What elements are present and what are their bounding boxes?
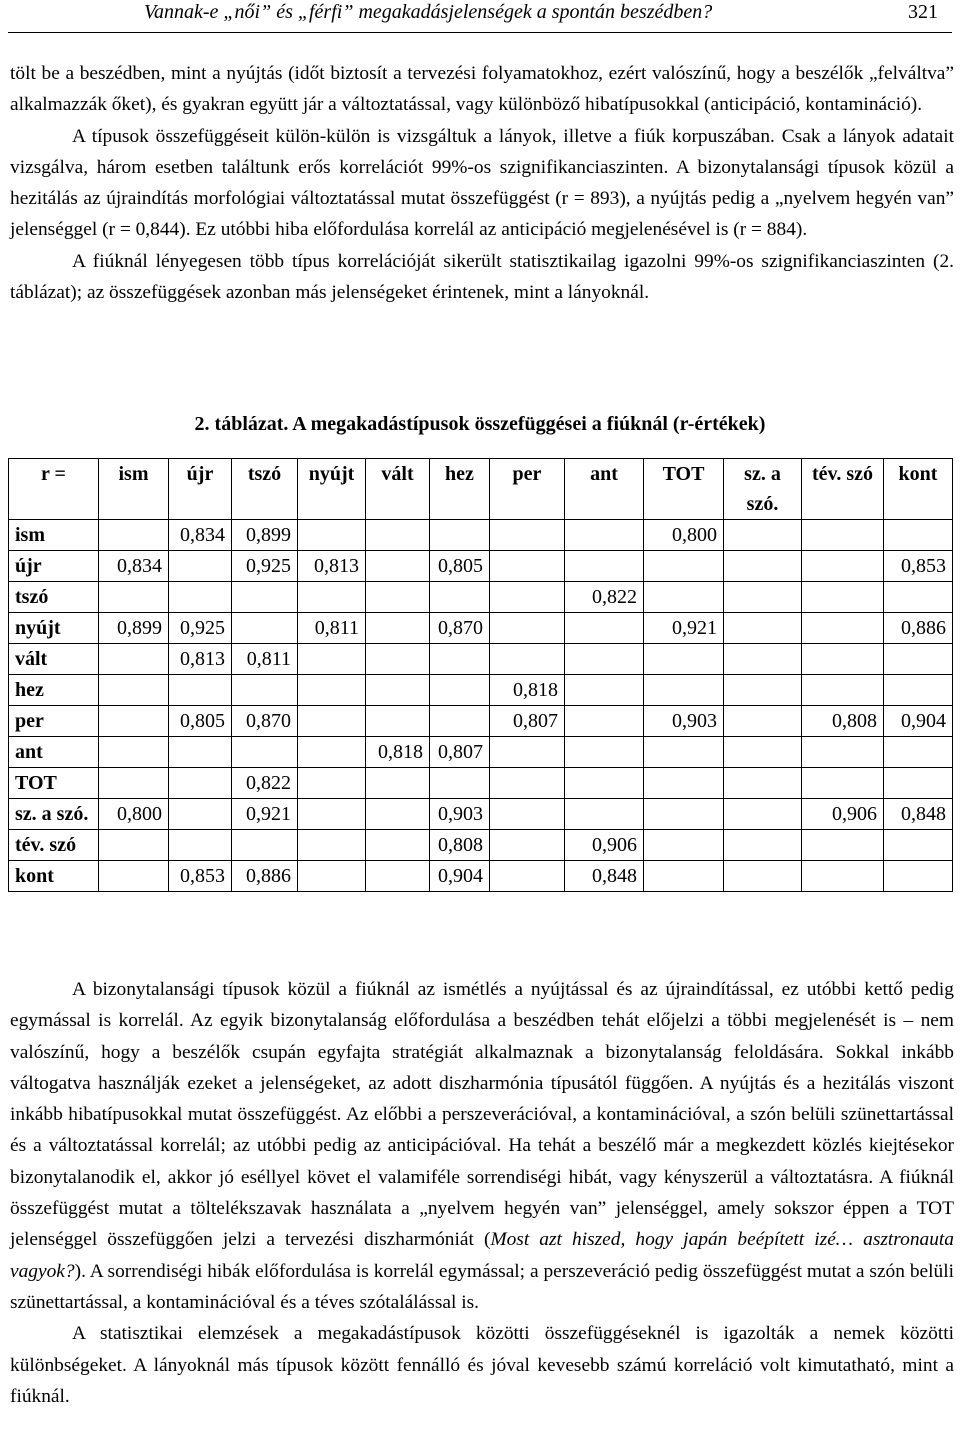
- table-row: [9, 799, 953, 830]
- table-cell: [802, 768, 884, 799]
- table-cell: [366, 644, 430, 675]
- paragraph: [10, 974, 954, 1318]
- table-cell: 0,870: [430, 613, 490, 644]
- table-cell: 0,899: [232, 520, 298, 551]
- column-header: ant: [565, 459, 644, 520]
- column-header: kont: [884, 459, 953, 520]
- paragraph: A típusok összefüggéseit külön-külön is vizsgáltuk a lányok, illetve a fiúk korpuszában. Csak a lányok adatait vizsgálva, három esetben találtunk erős korrelációt 99%-os szignifikanciaszinten. A bizonytalansági típusok közül a hezitálás az újraindítás morfológiai változtatással mutat összefüggést (r = 893), a nyújtás pedig a „nyelvem hegyén van” jelenséggel (r = 0,844). Ez utóbbi hiba előfordulása korrelál az anticipáció megjelenésével is (r = 884).: [10, 125, 954, 241]
- table-cell: [99, 520, 169, 551]
- paragraph: A statisztikai elemzések a megakadástípusok közötti összefüggéseknél is igazolták a nemek közötti különbségeket. A lányoknál más típusok között fennálló és jóval kevesebb számú korreláció volt kimutatható, mint a fiúknál.: [10, 1323, 954, 1407]
- table-cell: [232, 613, 298, 644]
- table-cell: [430, 520, 490, 551]
- row-header: kont: [9, 861, 99, 892]
- table-cell: [802, 675, 884, 706]
- table-cell: [366, 520, 430, 551]
- table-cell: [99, 768, 169, 799]
- paragraph-text: ). A sorrendiségi hibák előfordulása is korrelál egymással; a perszeveráció pedig összefüggést mutat a szón belüli szünettartással, a kontaminációval és a téves szótalálással is.: [10, 1260, 954, 1313]
- row-header: hez: [9, 675, 99, 706]
- table-cell: 0,870: [232, 706, 298, 737]
- table-cell: 0,904: [884, 706, 953, 737]
- table-cell: [724, 582, 802, 613]
- table-row: [9, 520, 953, 551]
- table-cell: [724, 706, 802, 737]
- table-cell: [724, 520, 802, 551]
- row-header: vált: [9, 644, 99, 675]
- table-cell: [298, 675, 366, 706]
- table-cell: [99, 706, 169, 737]
- table-cell: [884, 737, 953, 768]
- column-header: nyújt: [298, 459, 366, 520]
- table-cell: [724, 613, 802, 644]
- table-cell: [366, 830, 430, 861]
- table-row: [9, 830, 953, 861]
- table-cell: [565, 613, 644, 644]
- top-text: [10, 58, 954, 308]
- column-header: tszó: [232, 459, 298, 520]
- table-cell: [802, 613, 884, 644]
- table-cell: [366, 675, 430, 706]
- quoted-example: Most azt hiszed, hogy japán beépített izé… asztronauta vagyok?: [10, 1229, 954, 1282]
- table-body: [9, 520, 953, 892]
- column-header: ism: [99, 459, 169, 520]
- table-cell: [490, 737, 565, 768]
- table-cell: [169, 675, 232, 706]
- table-row: [9, 551, 953, 582]
- table-cell: 0,904: [430, 861, 490, 892]
- table-cell: [298, 644, 366, 675]
- table-cell: [366, 768, 430, 799]
- table-cell: [644, 768, 724, 799]
- table-cell: 0,808: [802, 706, 884, 737]
- table-cell: [169, 582, 232, 613]
- table-cell: 0,853: [169, 861, 232, 892]
- paragraph: tölt be a beszédben, mint a nyújtás (időt biztosít a tervezési folyamatokhoz, ezért valószínű, hogy a beszélők „felváltva” alkalmazzák őket), és gyakran együtt jár a változtatással, vagy különböző hibatípusokkal (anticipáció, kontamináció).: [10, 63, 954, 116]
- table-cell: 0,800: [99, 799, 169, 830]
- table-cell: [298, 520, 366, 551]
- column-header: újr: [169, 459, 232, 520]
- table-cell: 0,811: [232, 644, 298, 675]
- table-cell: [884, 520, 953, 551]
- table-cell: [802, 582, 884, 613]
- table-row: [9, 675, 953, 706]
- table-cell: 0,899: [99, 613, 169, 644]
- table-cell: [724, 737, 802, 768]
- table-cell: [490, 768, 565, 799]
- page-number: 321: [908, 1, 938, 23]
- table-cell: [99, 737, 169, 768]
- table-cell: [644, 737, 724, 768]
- table-cell: [724, 551, 802, 582]
- table-cell: 0,808: [430, 830, 490, 861]
- table-cell: [298, 582, 366, 613]
- column-header: tév. szó: [802, 459, 884, 520]
- table-cell: [366, 861, 430, 892]
- table-cell: [366, 706, 430, 737]
- row-header: per: [9, 706, 99, 737]
- column-header: TOT: [644, 459, 724, 520]
- paragraph: A fiúknál lényegesen több típus korrelációját sikerült statisztikailag igazolni 99%-os szignifikanciaszinten (2. táblázat); az összefüggések azonban más jelenségeket érintenek, mint a lányoknál.: [10, 250, 954, 304]
- running-header: [8, 0, 952, 33]
- table-cell: [565, 644, 644, 675]
- running-title: Vannak-e „női” és „férfi” megakadásjelenségek a spontán beszédben?: [144, 1, 713, 23]
- correlation-table: [8, 458, 953, 892]
- row-header: nyújt: [9, 613, 99, 644]
- table-cell: [298, 768, 366, 799]
- row-header: ism: [9, 520, 99, 551]
- table-cell: [884, 644, 953, 675]
- table-cell: 0,903: [644, 706, 724, 737]
- table-cell: [644, 830, 724, 861]
- table-cell: 0,822: [565, 582, 644, 613]
- table-cell: [724, 768, 802, 799]
- table-cell: 0,834: [169, 520, 232, 551]
- table-row: [9, 861, 953, 892]
- bottom-text: [10, 974, 954, 1412]
- table-cell: [802, 520, 884, 551]
- table-cell: [430, 675, 490, 706]
- column-header: sz. a szó.: [724, 459, 802, 520]
- table-cell: [724, 799, 802, 830]
- table-cell: [169, 768, 232, 799]
- table-cell: [724, 644, 802, 675]
- table-cell: [430, 644, 490, 675]
- table-cell: [298, 861, 366, 892]
- table-cell: [490, 644, 565, 675]
- table-row: [9, 706, 953, 737]
- table-cell: [884, 675, 953, 706]
- table-cell: [232, 582, 298, 613]
- table-cell: [490, 582, 565, 613]
- table-row: [9, 613, 953, 644]
- paragraph-text: A bizonytalansági típusok közül a fiúknál az ismétlés a nyújtással és az újraindítással, ez utóbbi kettő pedig egymással is korrelál. Az egyik bizonytalanság előfordulása a beszédben tehát előjelzi a többi megjelenését is – nem valószínű, hogy a beszélők csupán egyfajta stratégiát alkalmaznak a bizonytalanság feloldására. Sokkal inkább váltogatva használják ezeket a jelenségeket, az adott diszharmónia típusától függően. A nyújtás és a hezitálás viszont inkább hibatípusokkal mutat összefüggést. Az előbbi a perszeverációval, a kontaminációval, a szón belüli szünettartással és a változtatással korrelál; az utóbbi pedig az anticipációval. Ha tehát a beszélő már a megkezdett közlés kiejtésekor bizonytalanodik el, akkor jó eséllyel követ el valamiféle sorrendiségi hibát, vagy kényszerül a változtatásra. A fiúknál összefüggést mutat a töltelékszavak használata a „nyelvem hegyén van” jelenséggel, amely sokszor éppen a TOT jelenséggel összefüggően jelzi a tervezési diszharmóniát (: [10, 979, 954, 1251]
- table-cell: [169, 830, 232, 861]
- table-cell: [644, 644, 724, 675]
- table-cell: [490, 613, 565, 644]
- table-cell: [366, 582, 430, 613]
- table-cell: 0,848: [884, 799, 953, 830]
- table-cell: [490, 830, 565, 861]
- table-cell: [802, 861, 884, 892]
- row-header: újr: [9, 551, 99, 582]
- table-cell: [644, 675, 724, 706]
- table-cell: [366, 551, 430, 582]
- table-cell: [644, 551, 724, 582]
- table-cell: [724, 861, 802, 892]
- table-cell: [490, 799, 565, 830]
- table-cell: [644, 799, 724, 830]
- table-row: [9, 737, 953, 768]
- row-header: tév. szó: [9, 830, 99, 861]
- table-cell: [169, 737, 232, 768]
- column-header: vált: [366, 459, 430, 520]
- table-cell: [802, 644, 884, 675]
- table-cell: 0,811: [298, 613, 366, 644]
- table-row: [9, 768, 953, 799]
- table-cell: 0,886: [884, 613, 953, 644]
- column-header: hez: [430, 459, 490, 520]
- table-cell: [366, 613, 430, 644]
- table-cell: [430, 768, 490, 799]
- table-cell: 0,818: [366, 737, 430, 768]
- table-cell: 0,813: [298, 551, 366, 582]
- table-cell: 0,921: [644, 613, 724, 644]
- table-cell: [884, 830, 953, 861]
- table-cell: [802, 551, 884, 582]
- table-cell: 0,853: [884, 551, 953, 582]
- table-cell: 0,903: [430, 799, 490, 830]
- table-cell: [366, 799, 430, 830]
- table-cell: [644, 582, 724, 613]
- table-cell: [99, 582, 169, 613]
- row-header: ant: [9, 737, 99, 768]
- table-cell: [430, 706, 490, 737]
- table-cell: [99, 644, 169, 675]
- table-cell: [298, 737, 366, 768]
- row-header: TOT: [9, 768, 99, 799]
- table-cell: [99, 830, 169, 861]
- table-cell: [232, 675, 298, 706]
- row-header: sz. a szó.: [9, 799, 99, 830]
- table-caption: 2. táblázat. A megakadástípusok összefüggései a fiúknál (r-értékek): [194, 413, 766, 435]
- table-cell: 0,906: [565, 830, 644, 861]
- table-cell: [565, 551, 644, 582]
- table-cell: 0,925: [169, 613, 232, 644]
- table-cell: [802, 737, 884, 768]
- table-cell: [169, 799, 232, 830]
- table-cell: [490, 520, 565, 551]
- table-cell: [565, 520, 644, 551]
- table-cell: 0,822: [232, 768, 298, 799]
- table-corner: r =: [9, 459, 99, 520]
- table-cell: [884, 768, 953, 799]
- table-header-row: [9, 459, 953, 520]
- table-cell: [884, 861, 953, 892]
- table-cell: [232, 830, 298, 861]
- table-cell: [232, 737, 298, 768]
- table-cell: [565, 675, 644, 706]
- table-cell: 0,805: [430, 551, 490, 582]
- table-cell: [565, 799, 644, 830]
- table-cell: [430, 582, 490, 613]
- table-cell: [490, 861, 565, 892]
- table-cell: [99, 675, 169, 706]
- table-cell: [724, 675, 802, 706]
- table-cell: [565, 706, 644, 737]
- table-cell: [565, 737, 644, 768]
- table-cell: 0,807: [430, 737, 490, 768]
- table-cell: 0,800: [644, 520, 724, 551]
- table-cell: [644, 861, 724, 892]
- table-cell: [298, 706, 366, 737]
- table-cell: 0,813: [169, 644, 232, 675]
- table-cell: [169, 551, 232, 582]
- table-cell: 0,805: [169, 706, 232, 737]
- table-row: [9, 582, 953, 613]
- column-header: per: [490, 459, 565, 520]
- table-cell: [490, 551, 565, 582]
- table-cell: 0,906: [802, 799, 884, 830]
- table-cell: [298, 799, 366, 830]
- table-cell: [565, 768, 644, 799]
- table-cell: 0,925: [232, 551, 298, 582]
- table-row: [9, 644, 953, 675]
- table-cell: [99, 861, 169, 892]
- table-cell: 0,834: [99, 551, 169, 582]
- table-cell: [802, 830, 884, 861]
- table-cell: [298, 830, 366, 861]
- table-cell: [884, 582, 953, 613]
- table-cell: 0,818: [490, 675, 565, 706]
- table-cell: 0,886: [232, 861, 298, 892]
- table-cell: 0,807: [490, 706, 565, 737]
- table-cell: 0,921: [232, 799, 298, 830]
- row-header: tszó: [9, 582, 99, 613]
- table-cell: [724, 830, 802, 861]
- table-cell: 0,848: [565, 861, 644, 892]
